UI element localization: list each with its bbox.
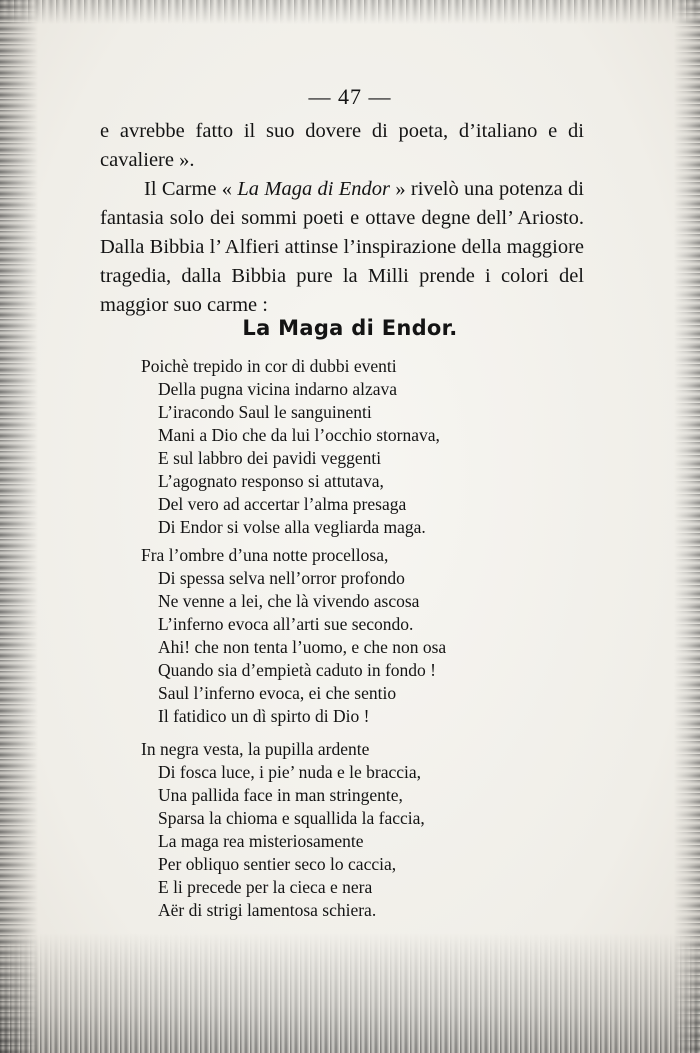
poem-stanza-1 xyxy=(141,355,561,539)
prose-block xyxy=(100,117,584,320)
verse-line: Della pugna vicina indarno alzava xyxy=(158,379,398,399)
verse-line: L’iracondo Saul le sanguinenti xyxy=(158,402,372,422)
scan-edge-right xyxy=(674,0,700,1053)
verse-line: Di fosca luce, i pie’ nuda e le braccia, xyxy=(158,762,422,782)
verse-line: Quando sia d’empietà caduto in fondo ! xyxy=(158,660,436,680)
poem-stanza-3 xyxy=(141,738,561,922)
poem-title-inline: La Maga di Endor xyxy=(237,178,391,200)
verse-line: E sul labbro dei pavidi veggenti xyxy=(158,448,382,468)
page-number: — 47 — xyxy=(308,84,392,109)
prose-paragraph-2 xyxy=(100,175,584,320)
verse-line: Saul l’inferno evoca, ei che sentio xyxy=(158,683,397,703)
verse-line: Per obliquo sentier seco lo caccia, xyxy=(158,854,397,874)
scan-edge-bottom xyxy=(0,933,700,1053)
verse-line: Del vero ad accertar l’alma presaga xyxy=(158,494,407,514)
prose-paragraph-1: e avrebbe fatto il suo dovere di poeta, d’italiano e di cavaliere ». xyxy=(100,120,584,171)
verse-line: Fra l’ombre d’una notte procellosa, xyxy=(141,545,389,565)
scan-edge-top xyxy=(0,0,700,24)
verse-line: Poichè trepido in cor di dubbi eventi xyxy=(141,356,397,376)
prose-paragraph-2-rest: » rivelò una potenza di fantasia solo dei sommi poeti e ottave degne dell’ Ariosto. Dalla Bibbia l’ Alfieri attinse l’inspirazione della maggiore tragedia, dalla Bibbia pure la Milli prende i colori del maggior suo carme : xyxy=(100,178,584,316)
verse-line: L’inferno evoca all’arti sue secondo. xyxy=(158,614,414,634)
verse-line: Una pallida face in man stringente, xyxy=(158,785,403,805)
verse-line: Di spessa selva nell’orror profondo xyxy=(158,568,405,588)
verse-line: Di Endor si volse alla vegliarda maga. xyxy=(158,517,426,537)
poem-stanza-2 xyxy=(141,544,561,728)
verse-line: Ahi! che non tenta l’uomo, e che non osa xyxy=(158,637,447,657)
verse-line: Ne venne a lei, che là vivendo ascosa xyxy=(158,591,420,611)
verse-line: L’agognato responso si attutava, xyxy=(158,471,384,491)
verse-line: Il fatidico un dì spirto di Dio ! xyxy=(158,706,370,726)
verse-line: In negra vesta, la pupilla ardente xyxy=(141,739,370,759)
scan-edge-left xyxy=(0,0,38,1053)
prose-paragraph-2-lead: Il Carme « xyxy=(144,178,238,200)
verse-line: Mani a Dio che da lui l’occhio stornava, xyxy=(158,425,440,445)
verse-line: Aër di strigi lamentosa schiera. xyxy=(158,900,377,920)
verse-line: E li precede per la cieca e nera xyxy=(158,877,373,897)
verse-line: Sparsa la chioma e squallida la faccia, xyxy=(158,808,425,828)
poem-title: La Maga di Endor. xyxy=(242,316,458,340)
verse-line: La maga rea misteriosamente xyxy=(158,831,364,851)
